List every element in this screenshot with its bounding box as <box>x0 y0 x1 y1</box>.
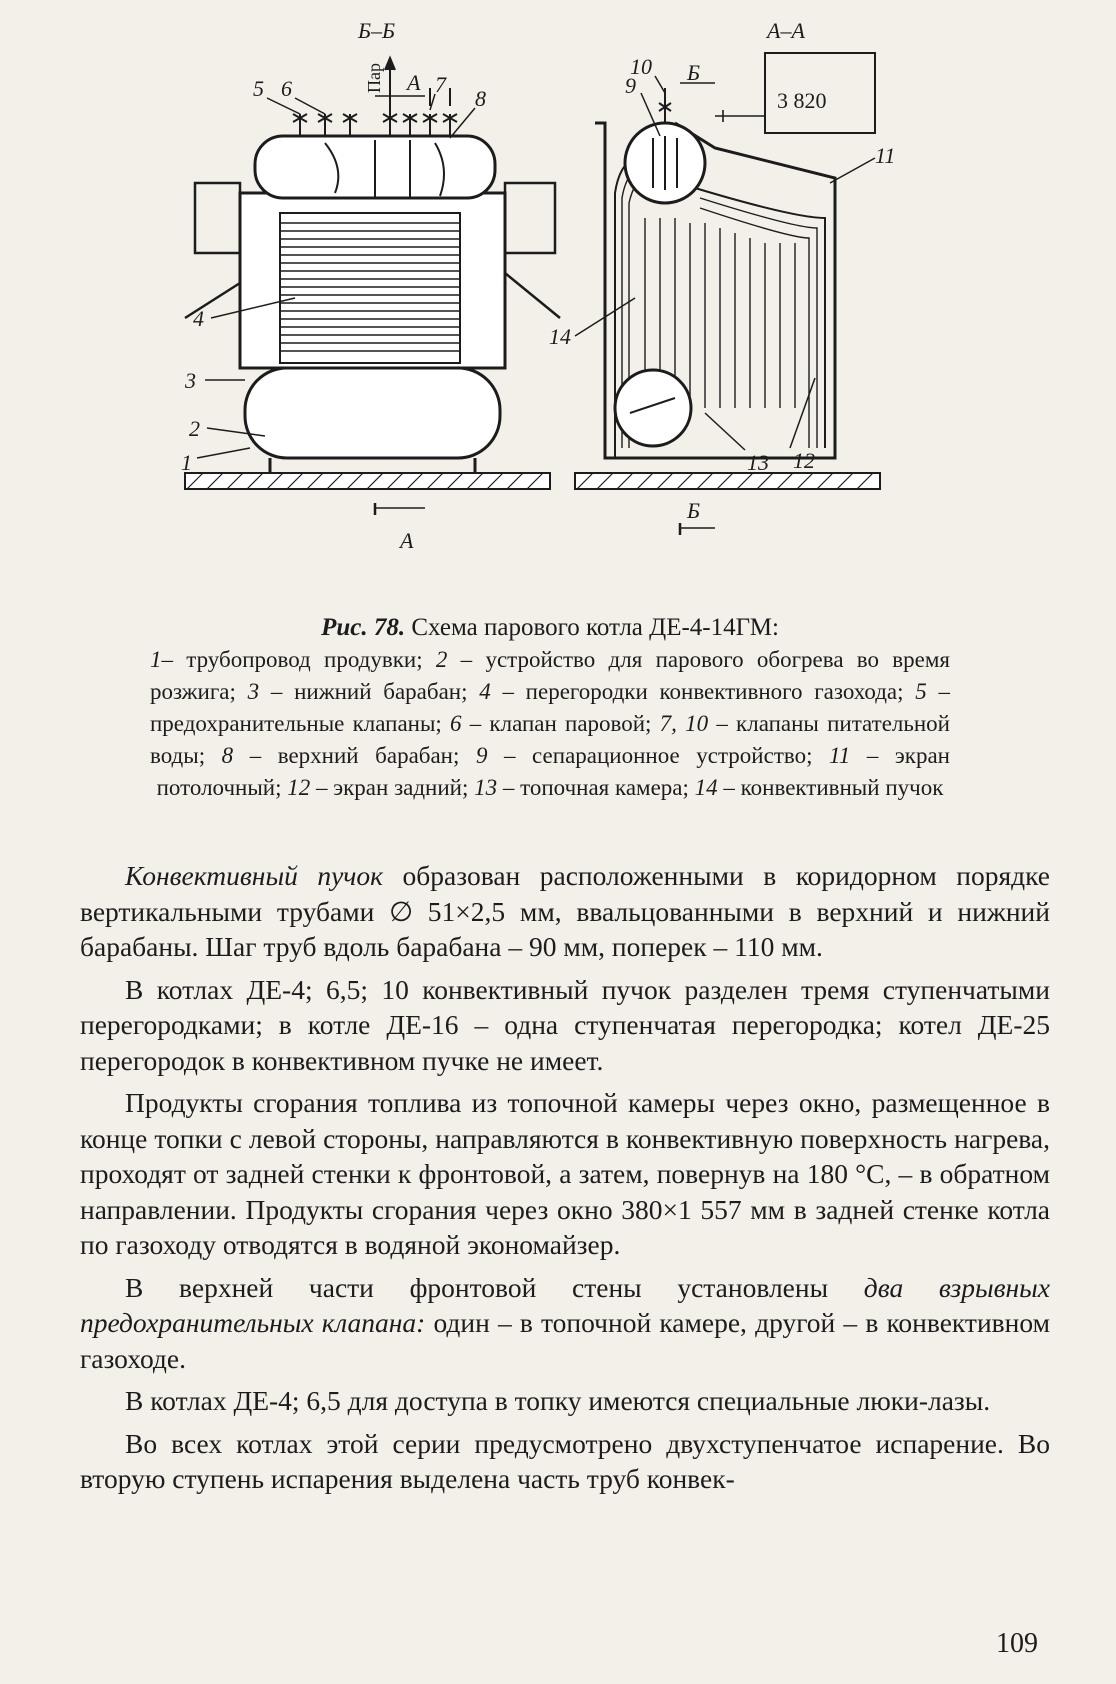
callout-10: 10 <box>630 54 652 79</box>
callout-7: 7 <box>435 72 446 97</box>
lower-drum-left <box>245 368 500 458</box>
section-mark-b-bottom: Б <box>687 498 700 523</box>
callout-8: 8 <box>475 86 486 111</box>
term-convective-bundle: Конвективный пучок <box>125 860 384 891</box>
callout-2: 2 <box>189 416 200 441</box>
foundation-right <box>575 473 880 489</box>
callout-11: 11 <box>875 143 896 168</box>
boiler-diagram <box>175 18 965 583</box>
callout-6: 6 <box>281 76 292 101</box>
paragraph-5: В котлах ДЕ-4; 6,5 для доступа в топку имеются специальные люки-лазы. <box>125 1385 991 1416</box>
callout-3: 3 <box>185 368 196 393</box>
paragraph-3: Продукты сгорания топлива из топочной камеры через окно, размещенное в конце топки с левой стороны, направляются в конвективную поверхность нагрева, проходят от задней стенки к фронтовой, а затем, повернув на 180 °С, – в обратном направлении. Продукты сгорания через окно 380×1 557 мм в задней стенке котла по газоходу отводятся в водяной экономайзер. <box>80 1087 1050 1260</box>
term-explosion-valves: два взрывных предохранительных клапана: <box>80 1271 1051 1338</box>
callout-9: 9 <box>625 73 636 98</box>
callout-12: 12 <box>793 448 815 473</box>
paragraph-1: Конвективный пучок образован расположенными в коридорном порядке вертикальными трубами ∅ 51×2,5 мм, ввальцованными в верхний и нижний барабаны. Шаг труб вдоль барабана – 90 мм, поперек – 110 мм. <box>80 860 1050 962</box>
section-label-bb: Б–Б <box>358 18 395 43</box>
callout-13: 13 <box>747 450 769 475</box>
dimension-label: 3 820 <box>777 88 827 113</box>
steam-label: Пар <box>364 63 384 93</box>
caption-title: Рис. 78. Схема парового котла ДЕ-4-14ГМ: <box>321 614 779 641</box>
callout-14: 14 <box>549 324 571 349</box>
callout-1: 1 <box>181 450 192 475</box>
body-text <box>80 858 1050 1504</box>
lower-drum-right <box>615 370 691 446</box>
paragraph-6: Во всех котлах этой серии предусмотрено двухступенчатое испарение. Во вторую ступень испарения выделена часть труб конвек- <box>80 1427 1050 1494</box>
section-mark-a-bottom: А <box>400 528 414 553</box>
section-label-aa: А–А <box>767 18 805 43</box>
section-mark-a-top: А <box>407 70 421 95</box>
paragraph-4: В верхней части фронтовой стены установлены два взрывных предохранительных клапана: один – в топочной камере, другой – в конвективном газоходе. <box>80 1271 1051 1374</box>
section-mark-b-top: Б <box>687 60 700 85</box>
page-number: 109 <box>996 1628 1038 1659</box>
callout-4: 4 <box>193 306 204 331</box>
figure-caption <box>150 612 950 804</box>
boiler-figure <box>175 18 965 583</box>
paragraph-2: В котлах ДЕ-4; 6,5; 10 конвективный пучок разделен тремя ступенчатыми перегородками; в котле ДЕ-16 – одна ступенчатая перегородка; котел ДЕ-25 перегородок в конвективном пучке не имеет. <box>80 973 1050 1076</box>
callout-5: 5 <box>253 76 264 101</box>
caption-legend: 1– трубопровод продувки; 2 – устройство для парового обогрева во время розжига; 3 – нижний барабан; 4 – перегородки конвективного газохода; 5 – предохранительные клапаны; 6 – клапан паровой; 7, 10 – клапаны питательной воды; 8 – верхний барабан; 9 – сепарационное устройство; 11 – экран потолочный; 12 – экран задний; 13 – топочная камера; 14 – конвективный пучок <box>150 647 950 800</box>
